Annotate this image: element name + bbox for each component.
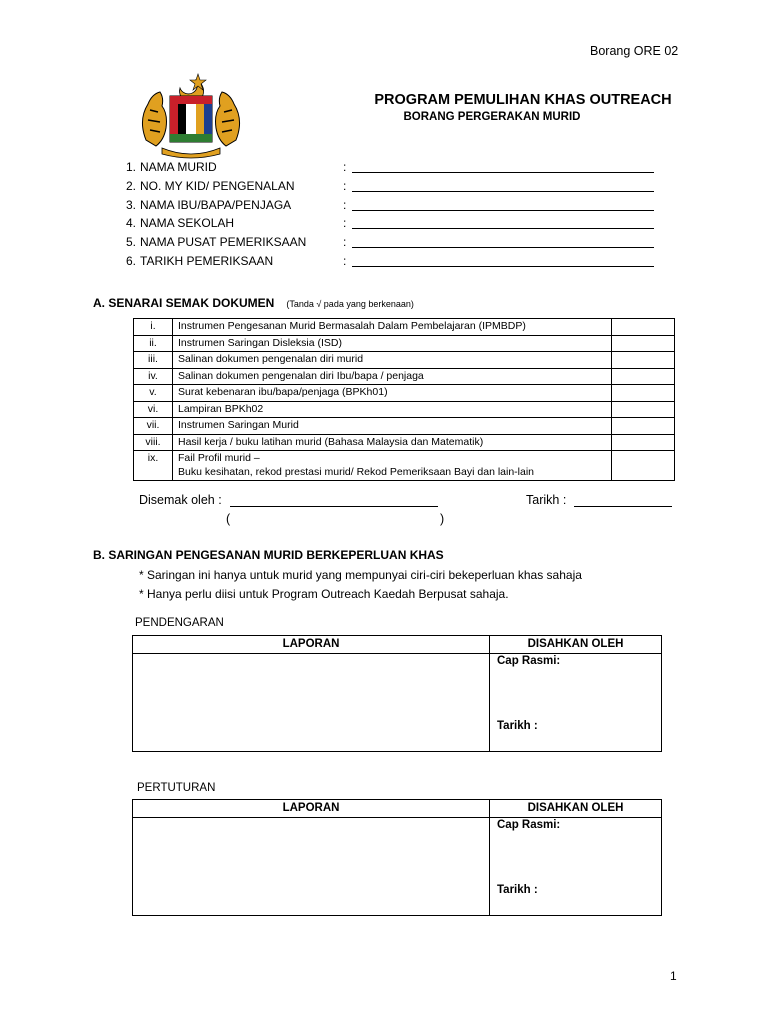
field-row [114, 216, 674, 235]
row-text: Instrumen Saringan Disleksia (ISD) [173, 335, 612, 352]
field-colon: : [343, 160, 347, 174]
page-subtitle: BORANG PERGERAKAN MURID [403, 111, 581, 123]
section-a-note: (Tanda √ pada yang berkenaan) [286, 299, 414, 309]
table-body [133, 654, 661, 752]
speech-report-table [132, 799, 662, 916]
field-label: NAMA SEKOLAH [140, 216, 235, 231]
section-a-title: A. SENARAI SEMAK DOKUMEN [93, 296, 275, 310]
form-code: Borang ORE 02 [590, 44, 679, 58]
checkbox-cell[interactable] [612, 352, 675, 369]
section-b-note-2: * Hanya perlu diisi untuk Program Outreach Kaedah Berpusat sahaja. [139, 587, 509, 601]
school-name-input-line[interactable] [352, 228, 654, 229]
date-label: Tarikh : [497, 720, 538, 732]
field-row [114, 179, 674, 198]
row-text: Salinan dokumen pengenalan diri murid [173, 352, 612, 369]
checked-date-label: Tarikh : [526, 493, 567, 507]
hearing-report-table [132, 635, 662, 752]
official-stamp-label: Cap Rasmi: [497, 655, 561, 667]
row-number: ii. [134, 335, 173, 352]
checkbox-cell[interactable] [612, 401, 675, 418]
report-column-header: LAPORAN [133, 636, 490, 653]
row-text: Instrumen Saringan Murid [173, 418, 612, 435]
field-colon: : [343, 253, 347, 268]
page-title: PROGRAM PEMULIHAN KHAS OUTREACH [374, 92, 672, 108]
table-body [133, 818, 661, 916]
field-label: NAMA IBU/BAPA/PENJAGA [140, 197, 292, 212]
row-number: v. [134, 385, 173, 402]
checkbox-cell[interactable] [612, 385, 675, 402]
section-b-note-1: * Saringan ini hanya untuk murid yang mempunyai ciri-ciri bekeperluan khas sahaja [139, 568, 582, 582]
field-colon: : [343, 235, 347, 250]
table-header [133, 636, 661, 654]
row-number: viii. [134, 434, 173, 451]
section-b-title: B. SARINGAN PENGESANAN MURID BERKEPERLUAN KHAS [93, 548, 444, 562]
mykid-input-line[interactable] [352, 191, 654, 192]
row-text-line: Fail Profil murid – [178, 452, 260, 464]
field-colon: : [343, 216, 347, 231]
checkbox-cell[interactable] [612, 434, 675, 451]
exam-centre-input-line[interactable] [352, 247, 654, 248]
table-row [134, 368, 675, 385]
checked-by-label: Disemak oleh : [139, 493, 222, 507]
field-label: NO. MY KID/ PENGENALAN [140, 178, 295, 193]
table-row [134, 418, 675, 435]
table-row [134, 319, 675, 336]
field-number: 2. [125, 178, 136, 193]
row-text [173, 451, 612, 481]
table-header [133, 800, 661, 818]
field-label: NAMA MURID [140, 160, 217, 174]
field-row [114, 235, 674, 254]
checked-by-input-line[interactable] [230, 506, 438, 507]
speech-title: PERTUTURAN [137, 782, 216, 794]
field-row [114, 254, 674, 273]
verified-column-header: DISAHKAN OLEH [527, 802, 624, 814]
checkbox-cell[interactable] [612, 335, 675, 352]
student-fields [114, 160, 674, 273]
field-label: NAMA PUSAT PEMERIKSAAN [140, 235, 307, 250]
checkbox-cell[interactable] [612, 368, 675, 385]
row-text: Lampiran BPKh02 [173, 401, 612, 418]
checkbox-cell[interactable] [612, 451, 675, 481]
row-text-line: Buku kesihatan, rekod prestasi murid/ Rekod Pemeriksaan Bayi dan lain-lain [178, 465, 535, 478]
field-number: 1. [125, 160, 136, 174]
row-text: Surat kebenaran ibu/bapa/penjaga (BPKh01) [173, 385, 612, 402]
field-number: 3. [125, 197, 136, 212]
field-row [114, 160, 674, 179]
coat-of-arms-logo [136, 70, 246, 160]
field-number: 4. [125, 216, 136, 231]
field-colon: : [343, 178, 347, 193]
verified-column-header: DISAHKAN OLEH [527, 638, 624, 650]
checkbox-cell[interactable] [612, 319, 675, 336]
verified-cell[interactable] [490, 654, 661, 752]
report-cell[interactable] [133, 818, 490, 916]
checked-date-input-line[interactable] [574, 506, 672, 507]
document-checklist-table [133, 318, 675, 481]
table-row [134, 385, 675, 402]
exam-date-input-line[interactable] [352, 266, 654, 267]
table-row [134, 401, 675, 418]
table-row [134, 335, 675, 352]
row-number: vii. [134, 418, 173, 435]
table-row [134, 352, 675, 369]
date-label: Tarikh : [497, 884, 538, 896]
row-text: Hasil kerja / buku latihan murid (Bahasa Malaysia dan Matematik) [173, 434, 612, 451]
field-colon: : [343, 197, 347, 212]
student-name-input-line[interactable] [352, 172, 654, 173]
verified-cell[interactable] [490, 818, 661, 916]
page-number: 1 [670, 969, 677, 983]
paren-open: ( [226, 512, 231, 526]
checkbox-cell[interactable] [612, 418, 675, 435]
field-row [114, 198, 674, 217]
section-a-heading [93, 296, 414, 310]
field-label: TARIKH PEMERIKSAAN [140, 253, 274, 268]
table-row [134, 451, 675, 481]
field-number: 6. [125, 253, 136, 268]
row-number: iii. [134, 352, 173, 369]
table-row [134, 434, 675, 451]
row-number: iv. [134, 368, 173, 385]
row-number: vi. [134, 401, 173, 418]
report-column-header: LAPORAN [133, 800, 490, 817]
field-number: 5. [125, 235, 136, 250]
paren-close: ) [440, 512, 445, 526]
row-number: ix. [134, 451, 173, 481]
guardian-name-input-line[interactable] [352, 210, 654, 211]
row-text: Salinan dokumen pengenalan diri Ibu/bapa / penjaga [173, 368, 612, 385]
report-cell[interactable] [133, 654, 490, 752]
official-stamp-label: Cap Rasmi: [497, 819, 561, 831]
row-number: i. [134, 319, 173, 336]
hearing-title: PENDENGARAN [135, 617, 224, 629]
row-text: Instrumen Pengesanan Murid Bermasalah Dalam Pembelajaran (IPMBDP) [173, 319, 612, 336]
